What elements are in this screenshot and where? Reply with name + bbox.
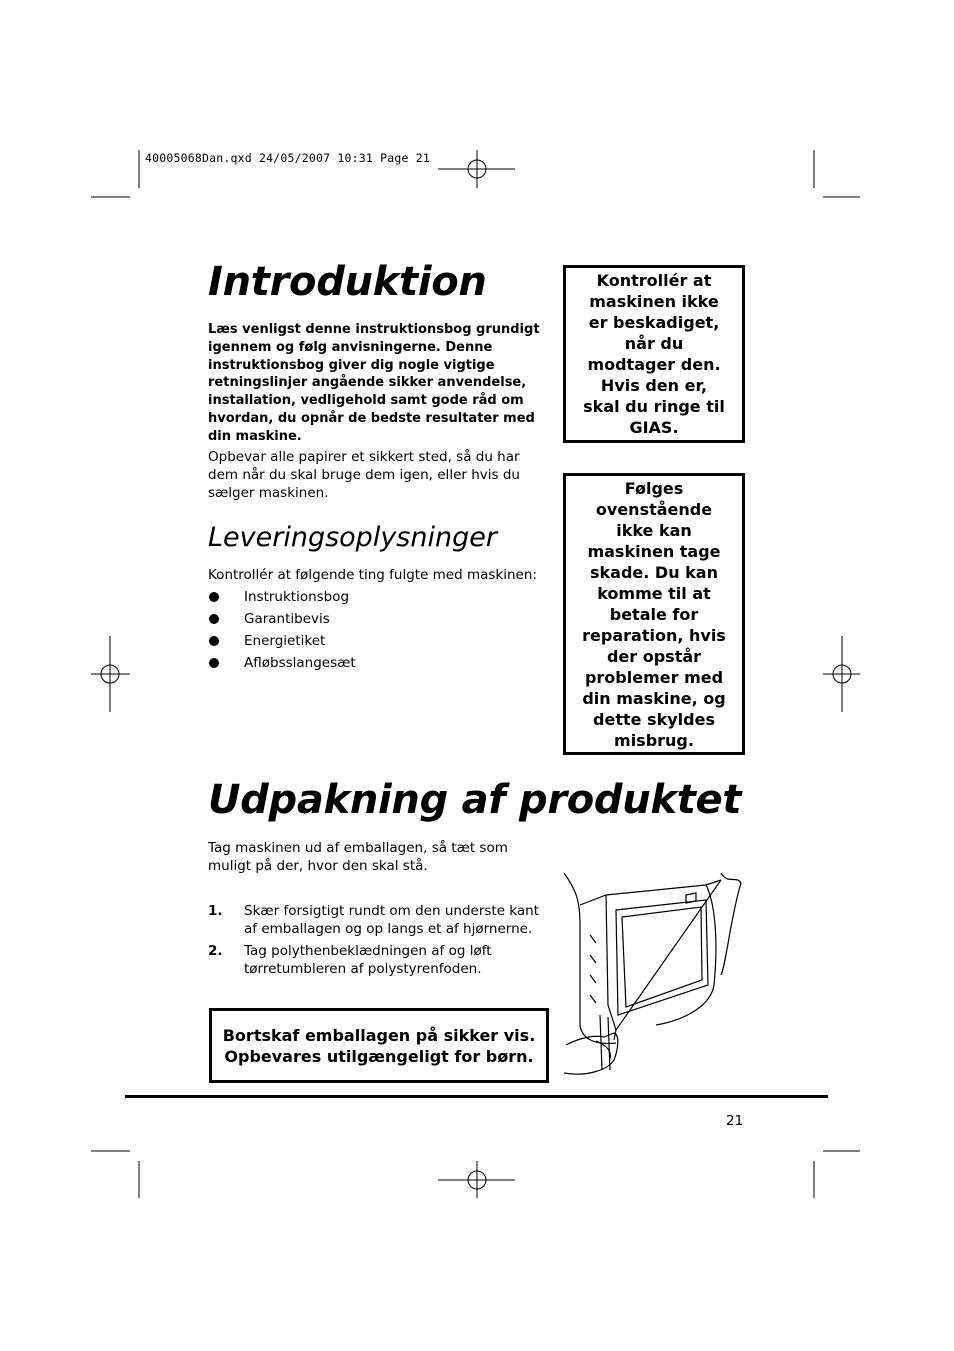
delivery-lead: Kontrollér at følgende ting fulgte med maskinen: [208, 567, 537, 583]
bullet-icon [209, 658, 219, 668]
list-item: 2. Tag polythenbeklædningen af og løft tørretumbleren af polystyrenfoden. [208, 943, 492, 977]
delivery-title: Leveringsoplysninger [208, 522, 497, 553]
intro-paragraph: Opbevar alle papirer et sikkert sted, så du har dem når du skal bruge dem igen, eller hvis du sælger maskinen. [208, 449, 520, 501]
registration-mark-top [438, 150, 515, 188]
list-item: Garantibevis [208, 608, 508, 630]
list-item: Instruktionsbog [208, 586, 508, 608]
unpack-steps [208, 902, 548, 982]
bullet-icon [209, 636, 219, 646]
print-slug: 40005068Dan.qxd 24/05/2007 10:31 Page 21 [145, 151, 430, 165]
footer-rule [125, 1095, 828, 1098]
registration-mark-left [91, 636, 130, 712]
unpack-lead: Tag maskinen ud af emballagen, så tæt som muligt på der, hvor den skal stå. [208, 840, 508, 874]
unpack-title: Udpakning af produktet [208, 777, 742, 823]
disposal-warning-box: Bortskaf emballagen på sikker vis. Opbevares utilgængeligt for børn. [209, 1008, 549, 1083]
unpacking-illustration [556, 865, 746, 1080]
list-item: 1. Skær forsigtigt rundt om den underste kant af emballagen og op langs et af hjørnerne. [208, 903, 540, 937]
intro-title: Introduktion [208, 259, 487, 305]
intro-bold-paragraph: Læs venligst denne instruktionsbog grundigt igennem og følg anvisningerne. Denne instruktionsbog giver dig nogle vigtige retningslinjer angående sikker anvendelse, installation, vedligehold samt gode råd om hvordan, du opnår de bedste resultater med din maskine. [208, 322, 540, 444]
delivery-list [208, 586, 508, 674]
list-item: Afløbsslangesæt [208, 652, 508, 674]
list-item: Energietiket [208, 630, 508, 652]
page-number: 21 [726, 1113, 744, 1129]
registration-mark-right [823, 636, 860, 712]
registration-mark-bottom [438, 1161, 515, 1198]
bullet-icon [209, 592, 219, 602]
damage-check-box: Kontrollér at maskinen ikke er beskadiget, når du modtager den. Hvis den er, skal du ringe til GIAS. [563, 265, 745, 443]
bullet-icon [209, 614, 219, 624]
warranty-warning-box: Følges ovenstående ikke kan maskinen tage skade. Du kan komme til at betale for reparation, hvis der opstår problemer med din maskine, og dette skyldes misbrug. [563, 473, 745, 755]
